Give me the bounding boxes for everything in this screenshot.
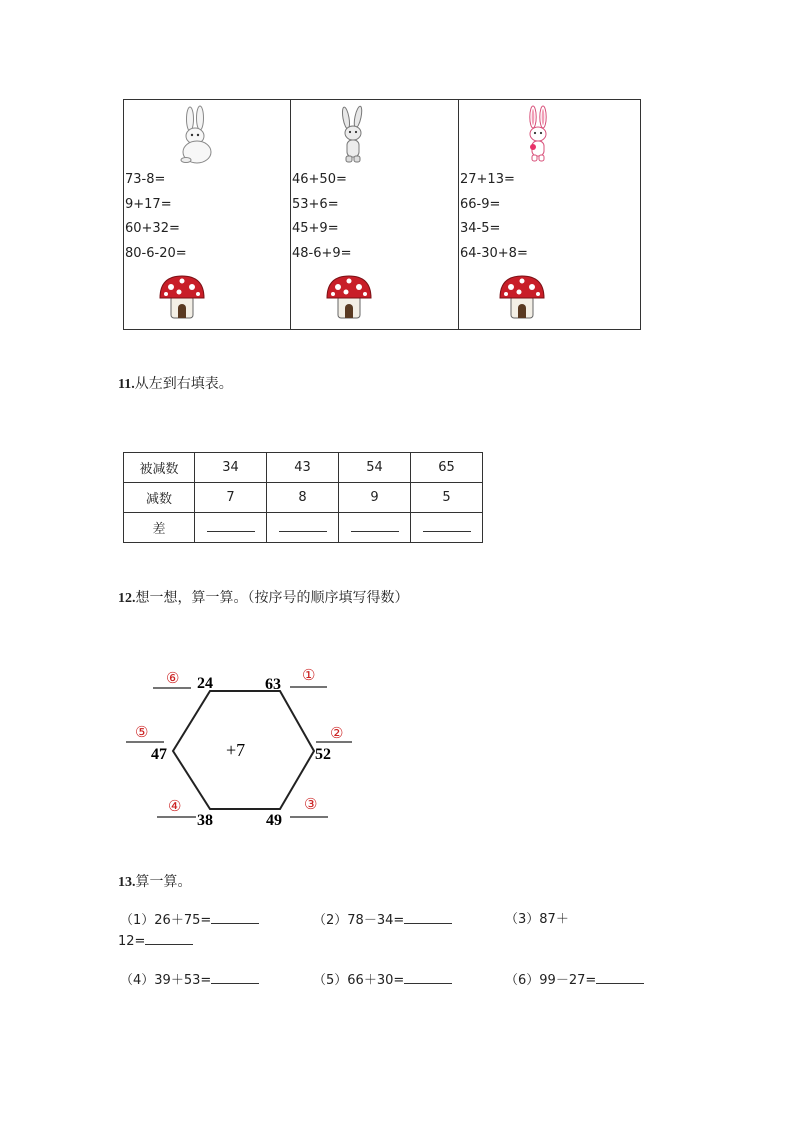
bunny-mushroom-table: [123, 99, 641, 330]
order-marker: ④: [168, 799, 182, 815]
equation: 45+9=: [292, 221, 339, 236]
row-header: 被减数: [124, 453, 195, 483]
answer-cell[interactable]: [411, 513, 483, 543]
problem-3-continued: [118, 932, 193, 951]
problem-text: 12=: [118, 934, 146, 949]
vertex-number: 24: [197, 675, 213, 692]
equation: 46+50=: [292, 172, 347, 187]
table-cell: 8: [267, 483, 339, 513]
problem-2: [313, 911, 452, 930]
answer-cell[interactable]: [267, 513, 339, 543]
table-cell: 5: [411, 483, 483, 513]
problem-text: （6）99－27=: [505, 973, 597, 988]
answer-blank[interactable]: [207, 519, 255, 532]
bunny-column-1: [124, 100, 291, 329]
answer-blank[interactable]: [279, 519, 327, 532]
q13-title: [118, 873, 192, 892]
problem-6: [505, 971, 644, 990]
equation: 48-6+9=: [292, 246, 352, 261]
vertex-number: 63: [265, 676, 281, 693]
table-row: [124, 453, 483, 483]
question-number: 12.: [118, 591, 136, 606]
question-number: 11.: [118, 377, 135, 392]
subtraction-table: [123, 452, 483, 543]
sitting-rabbit-icon: [176, 105, 216, 165]
table-cell: 9: [339, 483, 411, 513]
answer-blank[interactable]: [351, 519, 399, 532]
table-row: [124, 513, 483, 543]
answer-blank[interactable]: [404, 971, 452, 984]
hexagon-diagram: [120, 660, 370, 840]
order-marker: ③: [304, 797, 318, 813]
answer-blank[interactable]: [423, 519, 471, 532]
vertex-number: 52: [315, 746, 331, 763]
answer-blank[interactable]: [145, 932, 193, 945]
equation: 80-6-20=: [125, 246, 187, 261]
mushroom-house-icon: [324, 272, 374, 322]
center-operation: +7: [226, 740, 246, 760]
problem-text: （1）26＋75=: [120, 913, 212, 928]
answer-blank[interactable]: [211, 971, 259, 984]
cartoon-rabbit-icon: [336, 105, 370, 165]
equation: 9+17=: [125, 197, 172, 212]
mushroom-house-icon: [157, 272, 207, 322]
table-cell: 34: [195, 453, 267, 483]
mushroom-house-icon: [497, 272, 547, 322]
order-marker: ①: [302, 668, 316, 684]
problem-3: [505, 911, 569, 929]
order-marker: ⑥: [166, 671, 180, 687]
problem-text: （2）78－34=: [313, 913, 405, 928]
q11-title: [118, 375, 233, 394]
row-header: 减数: [124, 483, 195, 513]
row-header: 差: [124, 513, 195, 543]
bunny-column-3: [459, 100, 640, 329]
problem-4: [120, 971, 259, 990]
question-number: 13.: [118, 875, 136, 890]
vertex-number: 49: [266, 812, 282, 829]
equation: 64-30+8=: [460, 246, 528, 261]
answer-cell[interactable]: [195, 513, 267, 543]
equation: 27+13=: [460, 172, 515, 187]
answer-blank[interactable]: [211, 911, 259, 924]
equation: 60+32=: [125, 221, 180, 236]
answer-blank[interactable]: [404, 911, 452, 924]
vertex-number: 47: [151, 746, 167, 763]
table-cell: 54: [339, 453, 411, 483]
equation: 34-5=: [460, 221, 501, 236]
table-cell: 7: [195, 483, 267, 513]
order-marker: ⑤: [135, 725, 149, 741]
equation: 73-8=: [125, 172, 166, 187]
vertex-number: 38: [197, 812, 213, 829]
order-marker: ②: [330, 726, 344, 742]
problem-1: [120, 911, 259, 930]
problem-5: [313, 971, 452, 990]
q12-title: [118, 589, 409, 608]
answer-blank[interactable]: [596, 971, 644, 984]
equation: 53+6=: [292, 197, 339, 212]
problem-text: （4）39＋53=: [120, 973, 212, 988]
pink-rabbit-icon: [522, 105, 554, 165]
question-text: 从左到右填表。: [134, 376, 233, 392]
problem-text: （5）66＋30=: [313, 973, 405, 988]
equation: 66-9=: [460, 197, 501, 212]
question-text: 算一算。: [135, 874, 192, 890]
table-cell: 43: [267, 453, 339, 483]
table-cell: 65: [411, 453, 483, 483]
answer-cell[interactable]: [339, 513, 411, 543]
bunny-column-2: [291, 100, 459, 329]
question-text: 想一想，算一算。（按序号的顺序填写得数）: [135, 590, 409, 606]
problem-text: （3）87＋: [505, 912, 569, 927]
table-row: [124, 483, 483, 513]
